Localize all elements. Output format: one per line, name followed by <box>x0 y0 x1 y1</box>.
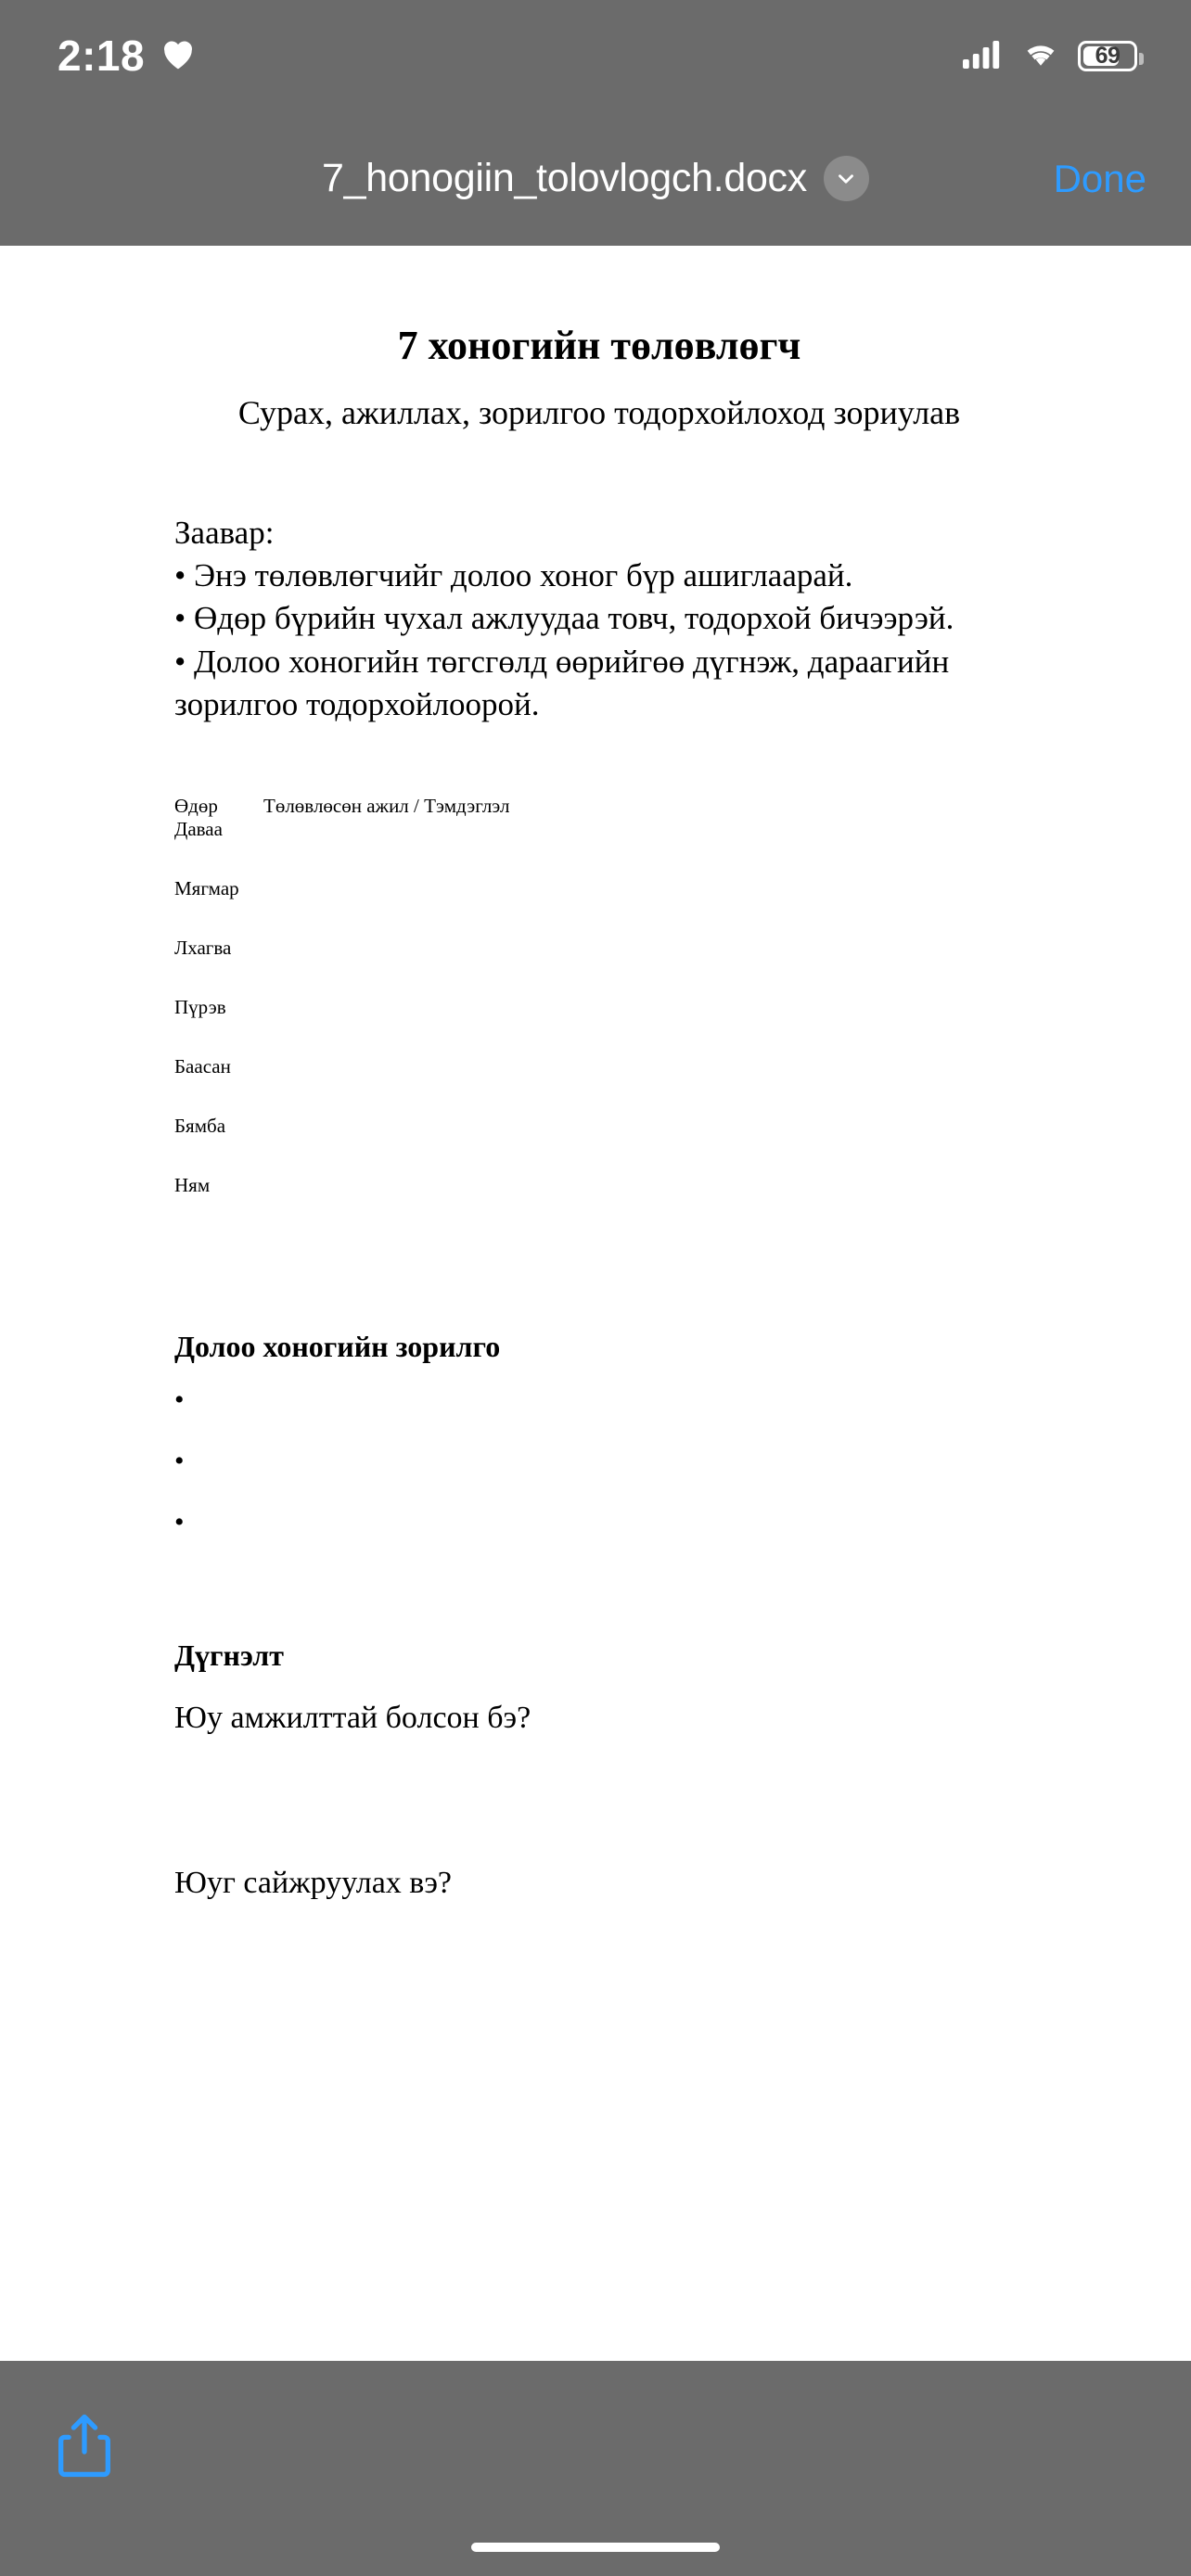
chevron-down-icon[interactable] <box>824 156 869 201</box>
done-button[interactable]: Done <box>1053 156 1146 200</box>
table-row <box>174 818 768 877</box>
table-cell-day: Даваа <box>174 817 223 840</box>
table-cell-day: Мягмар <box>174 876 239 899</box>
status-bar-left <box>58 31 197 81</box>
table-row <box>174 937 768 996</box>
list-item <box>174 1447 1080 1509</box>
document-subheading: Сурах, ажиллах, зорилгоо тодорхойлоход зориулав <box>237 394 961 431</box>
nav-bar <box>0 111 1191 246</box>
list-item <box>174 1386 1080 1447</box>
goals-list <box>174 1386 1080 1570</box>
table-row <box>174 877 768 937</box>
summary-question-2: Юуг сайжруулах вэ? <box>174 1865 453 1900</box>
document-content <box>0 246 1191 1901</box>
instruction-item: • Энэ төлөвлөгчийг долоо хоног бүр ашиглаарай. <box>174 557 853 594</box>
wifi-icon <box>1020 39 1061 73</box>
table-cell-day: Пүрэв <box>174 995 226 1018</box>
summary-heading: Дүгнэлт <box>174 1638 284 1672</box>
table-header-day: Өдөр <box>174 794 218 817</box>
instructions-label: Заавар: <box>174 515 275 551</box>
table-row <box>174 1174 768 1233</box>
document-heading: 7 хоногийн төлөвлөгч <box>397 323 801 368</box>
weekly-table <box>174 795 768 1233</box>
bottom-toolbar <box>0 2361 1191 2576</box>
table-header-row <box>174 795 768 818</box>
instructions-block <box>174 512 1080 726</box>
status-bar <box>0 0 1191 111</box>
heart-icon <box>160 37 197 75</box>
summary-question-1: Юу амжилттай болсон бэ? <box>174 1700 531 1735</box>
document-filename: 7_honogiin_tolovlogch.docx <box>322 156 807 200</box>
table-row <box>174 1055 768 1115</box>
table-cell-day: Баасан <box>174 1054 231 1078</box>
table-header-note: Төлөвлөсөн ажил / Тэмдэглэл <box>263 794 510 817</box>
table-cell-day: Бямба <box>174 1114 226 1137</box>
list-item <box>174 1509 1080 1570</box>
share-icon[interactable] <box>52 2409 117 2483</box>
battery-percent: 69 <box>1095 42 1121 69</box>
status-time: 2:18 <box>58 32 146 80</box>
table-cell-day: Ням <box>174 1173 211 1196</box>
cellular-signal-icon <box>963 39 1004 73</box>
home-indicator[interactable] <box>471 2543 720 2552</box>
document-page[interactable] <box>0 246 1191 2361</box>
table-cell-day: Лхагва <box>174 936 232 959</box>
instruction-item: • Долоо хоногийн төгсгөлд өөрийгөө дүгнэж, дараагийн зорилгоо тодорхойлоорой. <box>174 643 950 722</box>
document-title-group[interactable] <box>322 156 869 201</box>
battery-icon <box>1078 41 1137 71</box>
status-bar-right <box>963 39 1137 73</box>
goals-heading: Долоо хоногийн зорилго <box>174 1329 501 1363</box>
table-row <box>174 1115 768 1174</box>
instruction-item: • Өдөр бүрийн чухал ажлуудаа товч, тодорхой бичээрэй. <box>174 600 954 637</box>
table-row <box>174 996 768 1055</box>
